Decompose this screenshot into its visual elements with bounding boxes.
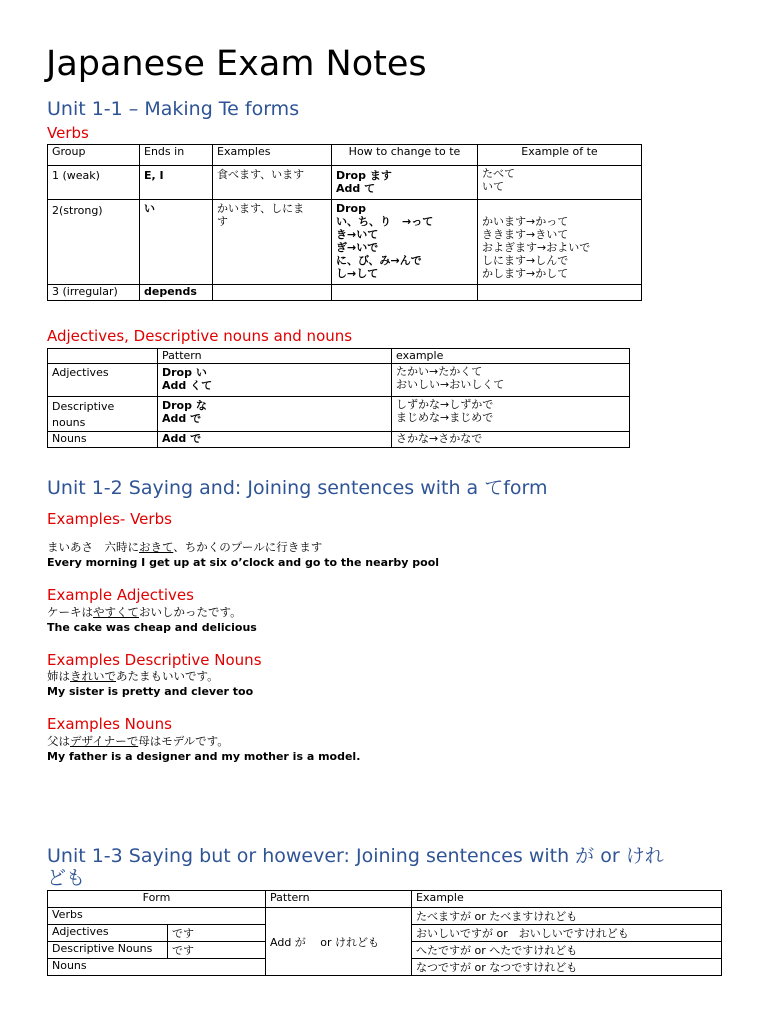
adj-cell-example: たかい→たかくて	[396, 365, 483, 378]
bh-cell-example: へたですが or へたですけれども	[412, 942, 722, 959]
adj-cell-example: さかな→さかなで	[396, 432, 483, 445]
adj-header-example: example	[392, 349, 630, 364]
verbs-header-te: Example of te	[478, 145, 642, 166]
verbs-heading: Verbs	[47, 124, 89, 142]
bh-header-form: Form	[48, 891, 266, 908]
bh-cell-suffix: です	[168, 942, 266, 959]
bh-cell-suffix: です	[168, 925, 266, 942]
example-nouns-en: My father is a designer and my mother is a model.	[47, 750, 361, 763]
verbs-cell-how: き→いて	[336, 228, 379, 241]
verbs-cell-examples: かいます、しにま	[217, 202, 305, 215]
example-adjectives-en: The cake was cheap and delicious	[47, 621, 257, 634]
examples-nouns-heading: Examples Nouns	[47, 715, 172, 733]
adj-cell-label: Descriptive	[52, 400, 115, 413]
example-descriptive-nouns-jp: 姉はきれいであたまもいいです。	[47, 669, 219, 683]
adj-cell-pattern: Add で	[162, 432, 202, 445]
verbs-cell-te: いて	[482, 180, 504, 193]
examples-verbs-heading: Examples- Verbs	[47, 510, 172, 528]
verbs-cell-how: Drop ます	[336, 169, 392, 182]
verbs-cell-ends: E, I	[144, 169, 164, 182]
but-however-table	[47, 890, 722, 976]
bh-cell-example: おいしいですが or おいしいですけれども	[412, 925, 722, 942]
verbs-cell-te	[482, 202, 637, 215]
verbs-cell-examples: 食べます、います	[217, 168, 305, 181]
table-row	[48, 432, 630, 448]
verbs-cell-how: し→して	[336, 267, 379, 280]
verbs-cell-examples: す	[217, 215, 228, 228]
verbs-header-how: How to change to te	[332, 145, 478, 166]
bh-cell-example: なつですが or なつですけれども	[412, 959, 722, 976]
table-row	[48, 364, 630, 397]
bh-cell-example: たべますが or たべますけれども	[412, 908, 722, 925]
examples-descriptive-nouns-heading: Examples Descriptive Nouns	[47, 651, 262, 669]
adj-cell-label: nouns	[52, 416, 86, 429]
example-nouns-jp: 父はデザイナーで母はモデルです。	[47, 734, 229, 748]
verbs-header-ends: Ends in	[140, 145, 213, 166]
verbs-cell-group: 1 (weak)	[52, 169, 100, 182]
adj-cell-pattern: Add で	[162, 412, 202, 425]
verbs-cell-ends: い	[144, 202, 155, 215]
example-verbs-en: Every morning I get up at six o’clock and go to the nearby pool	[47, 556, 440, 569]
table-row	[48, 166, 642, 200]
bh-cell-form: Nouns	[48, 959, 266, 976]
table-row	[48, 200, 642, 285]
adj-cell-pattern: Add くて	[162, 379, 213, 392]
verbs-cell-group: 2(strong)	[52, 204, 103, 217]
verbs-cell-te: かします→かして	[482, 267, 569, 280]
table-row	[48, 285, 642, 301]
verbs-cell-te: およぎます→およいで	[482, 241, 591, 254]
table-row	[48, 397, 630, 432]
example-adjectives-jp: ケーキはやすくておいしかったです。	[47, 605, 242, 619]
unit-1-1-heading: Unit 1-1 – Making Te forms	[47, 98, 300, 120]
unit-1-3-heading: Unit 1-3 Saying but or however: Joining sentences with が or けれ	[47, 845, 664, 867]
verbs-cell-how: に、び、み→んで	[336, 254, 422, 267]
verbs-cell-te: しにます→しんで	[482, 254, 569, 267]
verbs-cell-te: たべて	[482, 167, 515, 180]
adj-cell-example: おいしい→おいしくて	[396, 378, 505, 391]
example-descriptive-nouns-en: My sister is pretty and clever too	[47, 685, 254, 698]
adj-cell-pattern: Drop な	[162, 399, 207, 412]
bh-cell-pattern: Add が or けれども	[266, 908, 412, 976]
adj-cell-pattern: Drop い	[162, 366, 207, 379]
bh-cell-form: Verbs	[48, 908, 266, 925]
verbs-cell-te: ききます→きいて	[482, 228, 569, 241]
verbs-table	[47, 144, 642, 301]
bh-cell-form: Descriptive Nouns	[48, 942, 168, 959]
adjectives-table	[47, 348, 630, 448]
adj-cell-example: しずかな→しずかで	[396, 398, 494, 411]
bh-header-pattern: Pattern	[266, 891, 412, 908]
bh-cell-form: Adjectives	[48, 925, 168, 942]
verbs-cell-te: かいます→かって	[482, 215, 569, 228]
adj-header-blank	[48, 349, 158, 364]
unit-1-3-heading-cont: ども	[47, 867, 86, 889]
example-verbs-jp: まいあさ 六時におきて、ちかくのプールに行きます	[47, 540, 323, 554]
page-title: Japanese Exam Notes	[46, 44, 427, 84]
verbs-cell-how: Drop	[336, 202, 366, 215]
adj-cell-label: Adjectives	[52, 366, 109, 379]
verbs-cell-how: ぎ→いで	[336, 241, 379, 254]
unit-1-2-heading: Unit 1-2 Saying and: Joining sentences with a てform	[47, 477, 548, 499]
adj-header-pattern: Pattern	[158, 349, 392, 364]
verbs-cell-ends: depends	[144, 285, 197, 298]
verbs-header-examples: Examples	[213, 145, 332, 166]
example-adjectives-heading: Example Adjectives	[47, 586, 194, 604]
verbs-cell-how: Add て	[336, 182, 376, 195]
bh-header-example: Example	[412, 891, 722, 908]
adj-cell-label: Nouns	[52, 432, 87, 445]
verbs-cell-how: い、ち、り →って	[336, 215, 434, 228]
table-row	[48, 908, 722, 925]
adjectives-heading: Adjectives, Descriptive nouns and nouns	[47, 327, 353, 345]
verbs-cell-group: 3 (irregular)	[52, 285, 118, 298]
adj-cell-example: まじめな→まじめで	[396, 411, 494, 424]
verbs-header-group: Group	[48, 145, 140, 166]
